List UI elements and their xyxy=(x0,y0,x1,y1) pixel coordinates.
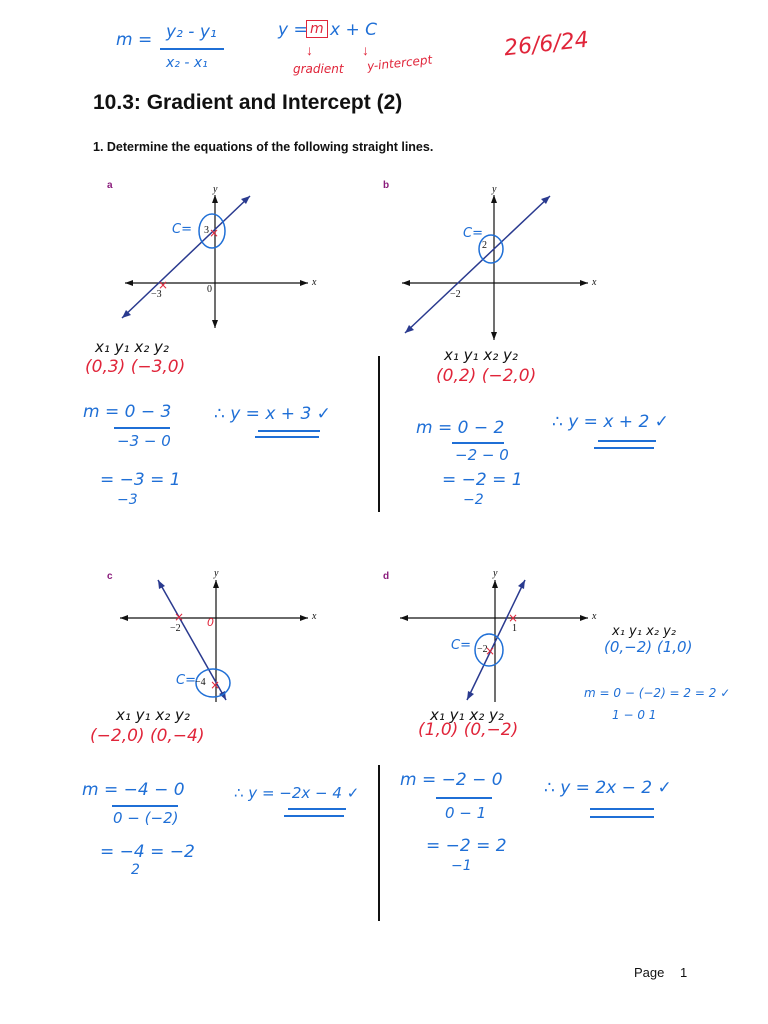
m-line: m = −4 − 0 xyxy=(82,780,185,800)
c-label: C= xyxy=(463,226,483,241)
gradient-formula-numerator: y₂ - y₁ xyxy=(166,22,217,42)
gradient-formula-lhs: m = xyxy=(116,30,153,50)
m-denominator: 0 − 1 xyxy=(445,804,487,822)
gradient-formula-denominator: x₂ - x₁ xyxy=(166,55,208,71)
coord-header: x₁ y₁ x₂ y₂ xyxy=(430,706,504,724)
axis-y-label: y xyxy=(214,568,219,579)
underline xyxy=(590,816,654,818)
coord-header: x₁ y₁ x₂ y₂ xyxy=(116,706,190,724)
side-note-m-line: m = 0 − (−2) = 2 = 2 ✓ xyxy=(584,686,731,700)
cross-mark-icon: × xyxy=(158,278,169,292)
m-result-denominator: 2 xyxy=(131,862,140,878)
page-label: Page xyxy=(634,965,665,980)
part-label-a: a xyxy=(107,180,113,191)
arrow-icon xyxy=(467,691,474,700)
axis-y-label: y xyxy=(213,184,218,195)
annotation-gradient: gradient xyxy=(293,62,344,76)
cross-mark-icon: × xyxy=(508,611,519,625)
m-line: m = −2 − 0 xyxy=(400,770,503,790)
points: (0,2) (−2,0) xyxy=(436,366,537,386)
arrow-left-icon xyxy=(400,615,408,621)
tick-label: 3 xyxy=(204,225,209,236)
tick-label: −2 xyxy=(450,289,461,300)
axis-x-label: x xyxy=(592,277,597,288)
part-label-d: d xyxy=(383,571,390,582)
coord-header: x₁ y₁ x₂ y₂ xyxy=(444,346,518,364)
fraction-bar xyxy=(436,797,492,799)
m-result: = −2 = 2 xyxy=(426,836,507,856)
m-line: m = 0 − 2 xyxy=(416,418,505,438)
c-label: C= xyxy=(451,638,471,653)
annotation-intercept: y-intercept xyxy=(366,52,433,74)
m-denominator: −2 − 0 xyxy=(455,446,509,464)
tick-label: 0 xyxy=(207,284,212,295)
m-result-denominator: −3 xyxy=(117,492,138,508)
page-number: 1 xyxy=(680,965,688,980)
tick-label: −4 xyxy=(195,677,206,688)
part-label-b: b xyxy=(383,180,390,191)
c-label: C= xyxy=(176,673,196,688)
line-equation-m-box: m xyxy=(306,20,328,38)
date: 26/6/24 xyxy=(502,27,590,62)
arrow-right-icon xyxy=(580,615,588,621)
m-result-denominator: −1 xyxy=(451,858,472,874)
page-title: 10.3: Gradient and Intercept (2) xyxy=(93,91,403,114)
m-denominator: −3 − 0 xyxy=(117,432,171,450)
tick-label: −2 xyxy=(170,623,181,634)
answer: ∴ y = x + 3 ✓ xyxy=(214,404,331,424)
m-denominator: 0 − (−2) xyxy=(113,809,179,827)
cross-mark-icon: × xyxy=(485,644,496,658)
arrow-down-icon: ↓ xyxy=(306,44,313,59)
m-result: = −3 = 1 xyxy=(100,470,181,490)
c-label: C= xyxy=(172,222,192,237)
axis-y-label: y xyxy=(492,184,497,195)
answer: ∴ y = x + 2 ✓ xyxy=(552,412,669,432)
tick-label: −2 xyxy=(477,644,488,655)
arrow-down-icon: ↓ xyxy=(362,44,369,59)
underline xyxy=(590,808,654,810)
cross-mark-icon: × xyxy=(209,226,220,240)
cross-mark-icon: × xyxy=(174,610,185,624)
side-note-m-denominator: 1 − 0 1 xyxy=(612,708,657,722)
arrow-up-icon xyxy=(492,580,498,588)
tick-label: 1 xyxy=(512,623,517,634)
m-result-denominator: −2 xyxy=(463,492,484,508)
m-result: = −4 = −2 xyxy=(100,842,195,862)
answer: ∴ y = −2x − 4 ✓ xyxy=(234,784,360,802)
m-line: m = 0 − 3 xyxy=(83,402,172,422)
cross-mark-icon: × xyxy=(210,678,221,692)
points: (−2,0) (0,−4) xyxy=(90,726,205,746)
line-equation-y: y = xyxy=(278,20,308,40)
m-result: = −2 = 1 xyxy=(442,470,523,490)
axis-x-label: x xyxy=(592,611,597,622)
axis-x-label: x xyxy=(312,277,317,288)
arrow-icon xyxy=(518,580,525,589)
coord-header: x₁ y₁ x₂ y₂ xyxy=(95,338,169,356)
question-text: 1. Determine the equations of the following straight lines. xyxy=(93,140,434,154)
axis-x-label: x xyxy=(312,611,317,622)
points: (1,0) (0,−2) xyxy=(418,720,519,740)
tick-label: 0 xyxy=(207,616,214,629)
side-note-points: (0,−2) (1,0) xyxy=(604,638,693,656)
part-label-c: c xyxy=(107,571,113,582)
side-note-header: x₁ y₁ x₂ y₂ xyxy=(612,624,677,639)
tick-label: 2 xyxy=(482,240,487,251)
line-d xyxy=(467,580,525,700)
tick-label: −3 xyxy=(151,289,162,300)
axis-y-label: y xyxy=(493,568,498,579)
points: (0,3) (−3,0) xyxy=(85,357,186,377)
answer: ∴ y = 2x − 2 ✓ xyxy=(544,778,672,798)
line-equation-rest: x + C xyxy=(330,20,377,40)
